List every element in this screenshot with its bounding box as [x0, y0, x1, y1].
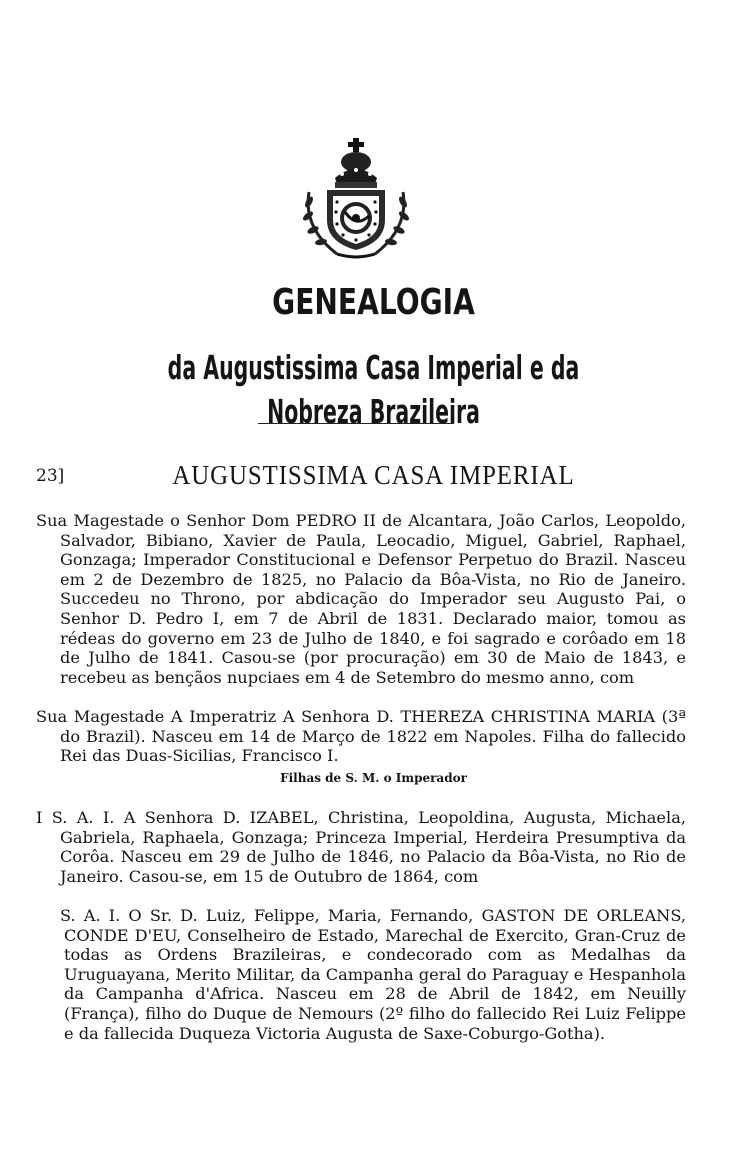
- paragraph-emperor: Sua Magestade o Senhor Dom PEDRO II de Alcantara, João Carlos, Leopoldo, Salvador, Bibiano, Xavier de Paula, Leocadio, Miguel, Gabriel, Raphael, Gonzaga; Imperador Constitucional e Defensor Perpetuo do Brazil. Nasceu em 2 de Dezembro de 1825, no Palacio da Bôa-Vista, no Rio de Janeiro. Succedeu no Throno, por abdicação do Imperador seu Augusto Pai, o Senhor D. Pedro I, em 7 de Abril de 1831. Declarado maior, tomou as rédeas do governo em 23 de Julho de 1840, e foi sagrado e corôado em 18 de Julho de 1841. Casou-se (por procuração) em 30 de Maio de 1843, e recebeu as bençãos nupciaes em 4 de Setembro do mesmo anno, com: [36, 511, 686, 687]
- paragraph-count-deu: S. A. I. O Sr. D. Luiz, Felippe, Maria, Fernando, GASTON DE ORLEANS, CONDE D'EU, Conselheiro de Estado, Marechal de Exercito, Gran-Cruz de todas as Ordens Brazileiras, e condecorado com as Medalhas da Uruguayana, Merito Militar, da Campanha geral do Paraguay e Hespanhola da Campanha d'Africa. Nasceu em 28 de Abril de 1842, em Neuilly (França), filho do Duque de Nemours (2º filho do fallecido Rei Luiz Felippe e da fallecida Duqueza Victoria Augusta de Saxe-Coburgo-Gotha).: [60, 906, 686, 1043]
- page-subtitle: da Augustissima Casa Imperial e da Nobreza Brazileira: [167, 348, 580, 431]
- page-title: GENEALOGIA: [272, 282, 475, 323]
- section-title: AUGUSTISSIMA CASA IMPERIAL: [172, 460, 575, 490]
- title-divider: [258, 423, 454, 424]
- subsection-heading: Filhas de S. M. o Imperador: [280, 771, 467, 785]
- paragraph-empress: Sua Magestade A Imperatriz A Senhora D. THEREZA CHRISTINA MARIA (3ª do Brazil). Nasceu em 14 de Março de 1822 em Napoles. Filha do fallecido Rei das Duas-Sicilias, Francisco I.: [36, 707, 686, 766]
- paragraph-princess-izabel: I S. A. I. A Senhora D. IZABEL, Christina, Leopoldina, Augusta, Michaela, Gabriela, Raphaela, Gonzaga; Princeza Imperial, Herdeira Presumptiva da Corôa. Nasceu em 29 de Julho de 1846, no Palacio da Bôa-Vista, no Rio de Janeiro. Casou-se, em 15 de Outubro de 1864, com: [36, 808, 686, 886]
- page-number: 23]: [36, 466, 65, 486]
- imperial-coat-of-arms-icon: [297, 138, 415, 260]
